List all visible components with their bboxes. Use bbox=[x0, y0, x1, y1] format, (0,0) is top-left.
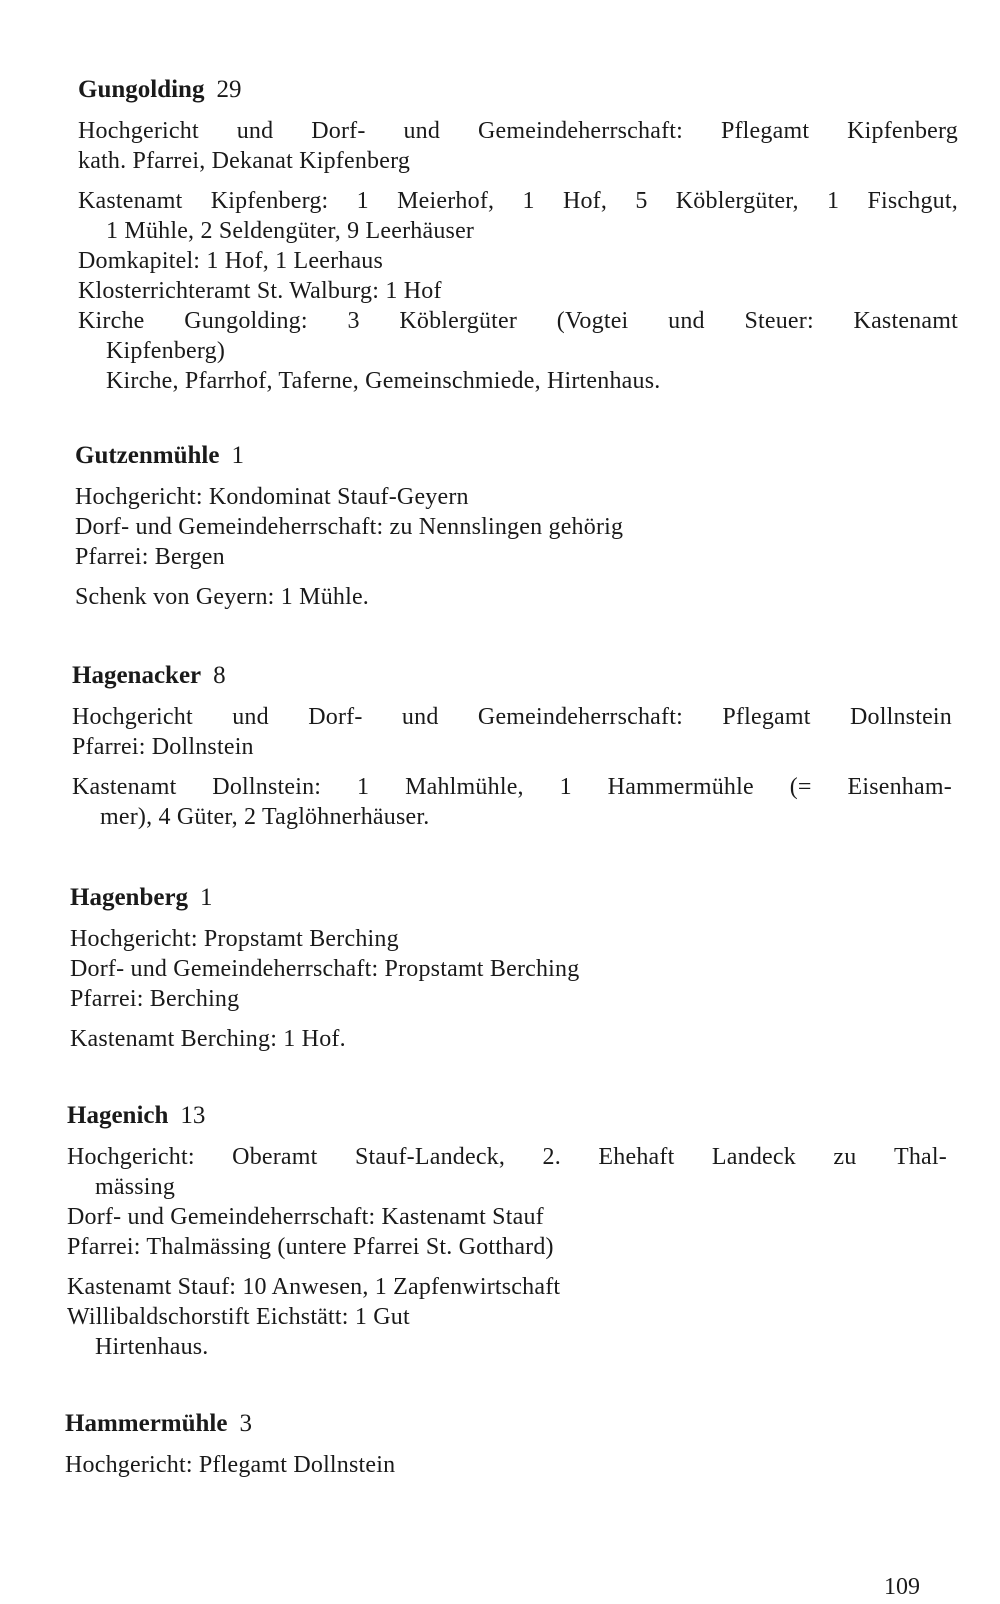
text-block bbox=[75, 482, 955, 572]
word: Hammermühle bbox=[607, 774, 754, 800]
household-count: 29 bbox=[216, 76, 242, 103]
household-count: 13 bbox=[180, 1102, 206, 1129]
text-line: Klosterrichteramt St. Walburg: 1 Hof bbox=[78, 278, 442, 304]
entry-heading bbox=[78, 74, 958, 106]
text-block bbox=[78, 186, 958, 396]
word: Kipfenberg bbox=[847, 118, 958, 144]
place-name: Hagenacker bbox=[72, 662, 202, 689]
entry-hagenacker bbox=[72, 660, 952, 832]
word: und bbox=[403, 118, 441, 144]
entry-heading bbox=[72, 660, 952, 692]
text-block bbox=[72, 772, 952, 832]
household-count: 3 bbox=[239, 1410, 252, 1437]
entry-hagenberg bbox=[70, 882, 950, 1054]
word: 1 bbox=[522, 188, 535, 214]
word: Köblergüter bbox=[399, 308, 518, 334]
text-block bbox=[67, 1272, 947, 1362]
word: Thal- bbox=[893, 1144, 947, 1170]
word: Oberamt bbox=[232, 1144, 318, 1170]
word: Kastenamt bbox=[853, 308, 958, 334]
word: Kastenamt bbox=[72, 774, 177, 800]
text-line: Hirtenhaus. bbox=[95, 1334, 209, 1360]
entry-heading bbox=[65, 1408, 945, 1440]
entry-hammermuehle bbox=[65, 1408, 945, 1480]
text-line: Pfarrei: Thalmässing (untere Pfarrei St. Gotthard) bbox=[67, 1234, 554, 1260]
text-line: Domkapitel: 1 Hof, 1 Leerhaus bbox=[78, 248, 384, 274]
word: 3 bbox=[347, 308, 360, 334]
page-number: 109 bbox=[884, 1574, 920, 1600]
entry-heading bbox=[75, 440, 955, 472]
word: 1 bbox=[559, 774, 572, 800]
text-line bbox=[72, 702, 952, 732]
text-line: Dorf- und Gemeindeherrschaft: Kastenamt Stauf bbox=[67, 1204, 544, 1230]
place-name: Hagenberg bbox=[70, 884, 189, 911]
text-line bbox=[78, 116, 958, 146]
household-count: 1 bbox=[231, 442, 244, 469]
text-line: Willibaldschorstift Eichstätt: 1 Gut bbox=[67, 1304, 410, 1330]
text-line: Kirche, Pfarrhof, Taferne, Gemeinschmiede, Hirtenhaus. bbox=[106, 368, 661, 394]
text-block bbox=[70, 924, 950, 1014]
word: Stauf-Landeck, bbox=[355, 1144, 506, 1170]
word: Fischgut, bbox=[867, 188, 958, 214]
word: 2. bbox=[542, 1144, 561, 1170]
text-line bbox=[67, 1142, 947, 1172]
text-line: kath. Pfarrei, Dekanat Kipfenberg bbox=[78, 148, 411, 174]
word: Dollnstein: bbox=[212, 774, 322, 800]
text-line: Kastenamt Stauf: 10 Anwesen, 1 Zapfenwirtschaft bbox=[67, 1274, 561, 1300]
entry-hagenich bbox=[67, 1100, 947, 1362]
word: und bbox=[236, 118, 274, 144]
word: Landeck bbox=[711, 1144, 796, 1170]
text-line bbox=[72, 772, 952, 802]
text-line: Pfarrei: Dollnstein bbox=[72, 734, 254, 760]
place-name: Gutzenmühle bbox=[75, 442, 220, 469]
word: und bbox=[668, 308, 705, 334]
text-block bbox=[70, 1024, 950, 1054]
word: Dorf- bbox=[308, 704, 363, 730]
entry-gungolding bbox=[78, 74, 958, 396]
word: Ehehaft bbox=[598, 1144, 675, 1170]
text-line: Schenk von Geyern: 1 Mühle. bbox=[75, 584, 370, 610]
word: Hochgericht bbox=[78, 118, 199, 144]
text-line: 1 Mühle, 2 Seldengüter, 9 Leerhäuser bbox=[106, 218, 475, 244]
word: und bbox=[232, 704, 269, 730]
place-name: Hagenich bbox=[67, 1102, 169, 1129]
text-line: Kipfenberg) bbox=[106, 338, 226, 364]
entry-gutzenmuehle bbox=[75, 440, 955, 612]
household-count: 1 bbox=[200, 884, 213, 911]
text-line: mer), 4 Güter, 2 Taglöhnerhäuser. bbox=[100, 804, 430, 830]
word: Meierhof, bbox=[397, 188, 495, 214]
place-name: Gungolding bbox=[78, 76, 205, 103]
word: Kastenamt bbox=[78, 188, 183, 214]
text-block bbox=[67, 1142, 947, 1262]
text-line: Hochgericht: Propstamt Berching bbox=[70, 926, 399, 952]
word: 1 bbox=[356, 188, 369, 214]
word: Gungolding: bbox=[184, 308, 308, 334]
text-line: Pfarrei: Bergen bbox=[75, 544, 225, 570]
text-line: Kastenamt Berching: 1 Hof. bbox=[70, 1026, 346, 1052]
word: 1 bbox=[357, 774, 370, 800]
text-line: Dorf- und Gemeindeherrschaft: zu Nennslingen gehörig bbox=[75, 514, 624, 540]
word: Kirche bbox=[78, 308, 145, 334]
text-block bbox=[78, 116, 958, 176]
word: Hochgericht bbox=[72, 704, 193, 730]
word: Hochgericht: bbox=[67, 1144, 195, 1170]
household-count: 8 bbox=[213, 662, 226, 689]
text-line: Dorf- und Gemeindeherrschaft: Propstamt Berching bbox=[70, 956, 580, 982]
text-line: Hochgericht: Pflegamt Dollnstein bbox=[65, 1452, 396, 1478]
word: (Vogtei bbox=[556, 308, 629, 334]
word: Gemeindeherrschaft: bbox=[477, 704, 683, 730]
word: Dorf- bbox=[311, 118, 366, 144]
word: Gemeindeherrschaft: bbox=[477, 118, 684, 144]
word: Steuer: bbox=[744, 308, 814, 334]
text-block bbox=[65, 1450, 945, 1480]
text-line bbox=[78, 306, 958, 336]
word: Kipfenberg: bbox=[210, 188, 329, 214]
word: Pflegamt bbox=[720, 118, 810, 144]
entry-heading bbox=[70, 882, 950, 914]
text-line: Hochgericht: Kondominat Stauf-Geyern bbox=[75, 484, 469, 510]
text-line: mässing bbox=[95, 1174, 176, 1200]
word: Pflegamt bbox=[722, 704, 811, 730]
word: Eisenham- bbox=[847, 774, 952, 800]
word: Hof, bbox=[562, 188, 608, 214]
word: Dollnstein bbox=[850, 704, 952, 730]
word: Köblergüter, bbox=[675, 188, 799, 214]
word: 1 bbox=[826, 188, 840, 214]
word: und bbox=[401, 704, 439, 730]
word: zu bbox=[833, 1144, 857, 1170]
word: 5 bbox=[635, 188, 648, 214]
text-line: Pfarrei: Berching bbox=[70, 986, 240, 1012]
entry-heading bbox=[67, 1100, 947, 1132]
place-name: Hammermühle bbox=[65, 1410, 228, 1437]
word: (= bbox=[789, 774, 812, 800]
text-block bbox=[75, 582, 955, 612]
word: Mahlmühle, bbox=[405, 774, 524, 800]
text-block bbox=[72, 702, 952, 762]
text-line bbox=[78, 186, 958, 216]
